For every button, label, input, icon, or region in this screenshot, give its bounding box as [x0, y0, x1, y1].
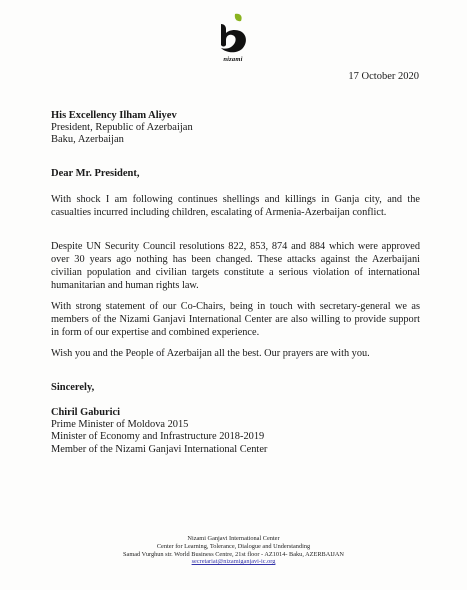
recipient-title: President, Republic of Azerbaijan	[51, 122, 193, 134]
footer-email-link[interactable]: secretariat@nizamiganjavi-ic.org	[191, 558, 276, 566]
signer-title-1: Prime Minister of Moldova 2015	[51, 419, 189, 431]
recipient-name: His Excellency Ilham Aliyev	[51, 110, 177, 121]
nizami-logo-icon	[214, 12, 252, 58]
body-paragraph-1: With shock I am following continues shellings and killings in Ganja city, and the casualties incurred including children, escalating of Armenia-Azerbaijan conflict.	[51, 194, 420, 218]
footer-tagline: Center for Learning, Tolerance, Dialogue and Understanding	[156, 542, 311, 550]
closing: Sincerely,	[51, 382, 95, 393]
letterhead-logo	[214, 12, 252, 64]
body-paragraph-4: Wish you and the People of Azerbaijan all the best. Our prayers are with you.	[51, 348, 370, 359]
recipient-city: Baku, Azerbaijan	[51, 134, 124, 146]
body-paragraph-3: With strong statement of our Co-Chairs, being in touch with secretary-general we as members of the Nizami Ganjavi International Center are also willing to provide support in form of our expertise and combined experience.	[51, 301, 420, 338]
signer-block	[51, 407, 267, 456]
signer-title-3: Member of the Nizami Ganjavi International Center	[51, 443, 268, 455]
recipient-block	[51, 110, 193, 147]
footer-address: Samad Vurghun str. World Business Centre, 21st floor - AZ1014- Baku, AZERBAIJAN	[123, 550, 344, 558]
letter-footer	[0, 535, 467, 566]
signer-title-2: Minister of Economy and Infrastructure 2018-2019	[51, 431, 265, 443]
body-paragraph-2: Despite UN Security Council resolutions 822, 853, 874 and 884 which were approved over 30 years ago nothing has been changed. These attacks against the Azerbaijani civilian population and civilian targets constitute a serious violation of international humanitarian and human rights law.	[51, 241, 420, 291]
footer-org: Nizami Ganjavi International Center	[187, 535, 280, 542]
letter-date: 17 October 2020	[348, 71, 419, 82]
signer-name: Chiril Gaburici	[51, 407, 120, 418]
logo-leaf-icon	[235, 14, 242, 21]
salutation: Dear Mr. President,	[51, 168, 140, 179]
logo-glyph-icon	[221, 24, 246, 52]
logo-wordmark: nizami	[223, 56, 243, 63]
